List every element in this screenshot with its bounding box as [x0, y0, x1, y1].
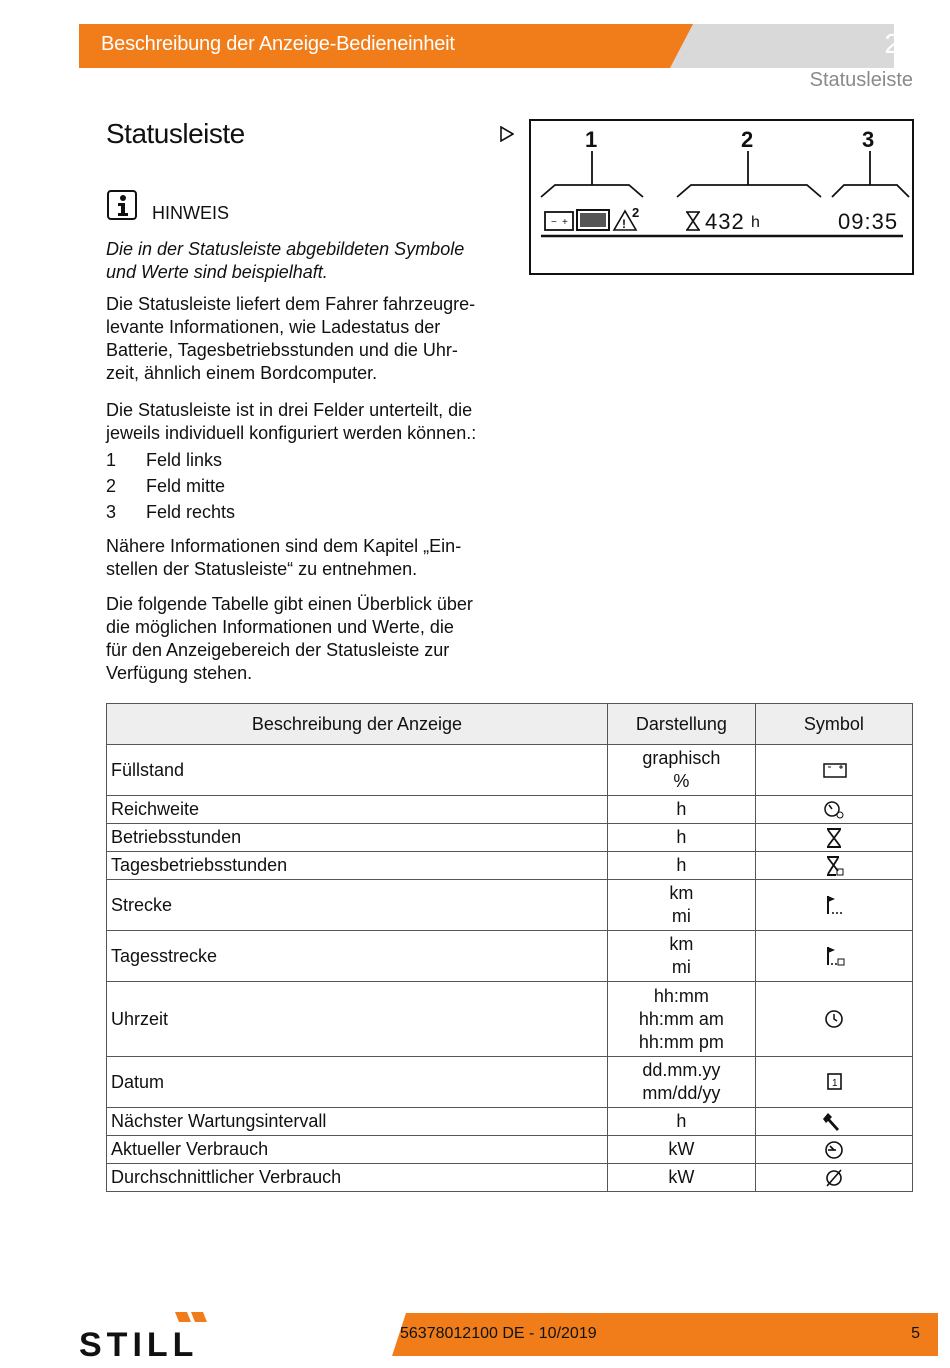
page-number: 5 — [911, 1325, 920, 1342]
row-symbol — [755, 1164, 912, 1192]
header-title: Beschreibung der Anzeige-Bedieneinheit — [101, 33, 455, 55]
note-text: Die in der Statusleiste abgebildeten Symbole und Werte sind beispielhaft. — [106, 239, 465, 282]
row-symbol — [755, 745, 912, 796]
representation-value: hh:mm — [653, 985, 709, 1006]
representation-value: dd.mm.yy — [642, 1060, 721, 1080]
table-row — [107, 1136, 913, 1164]
warning-index: 2 — [632, 205, 640, 220]
representation-value: hh:mm am — [638, 1008, 724, 1029]
table-row — [107, 982, 913, 1057]
paragraph-table-intro: Die folgende Tabelle gibt einen Überblick über die möglichen Informationen und Werte, die für den Anzeigebereich der Statusleiste zur Verfügung stehen. — [106, 594, 473, 683]
row-description: Durchschnittlicher Verbrauch — [107, 1164, 608, 1192]
table-row — [107, 796, 913, 824]
table-row — [107, 1164, 913, 1192]
table-row — [107, 1108, 913, 1136]
note-label: HINWEIS — [152, 203, 230, 223]
row-description: Datum — [107, 1057, 608, 1108]
daily-distance-flag-icon — [817, 943, 851, 969]
row-description: Nächster Wartungsintervall — [107, 1108, 608, 1136]
row-description: Aktueller Verbrauch — [107, 1136, 608, 1164]
calendar-icon — [817, 1069, 851, 1095]
table-row — [107, 1057, 913, 1108]
representation-value: h — [676, 1111, 687, 1131]
row-symbol — [755, 1057, 912, 1108]
hours-unit: h — [751, 214, 760, 231]
svg-text:!: ! — [622, 217, 626, 231]
representation-value: mi — [671, 906, 691, 926]
row-description: Uhrzeit — [107, 982, 608, 1057]
table-row — [107, 824, 913, 852]
representation-value: graphisch — [642, 748, 721, 768]
paragraph-fields: Die Statusleiste ist in drei Felder unterteilt, die jeweils individuell konfiguriert werden können.: — [106, 400, 477, 443]
field2-label: 2 — [741, 127, 754, 152]
representation-value: h — [676, 799, 687, 819]
daily-hourglass-icon — [817, 853, 851, 879]
row-description: Strecke — [107, 880, 608, 931]
representation-value: km — [669, 934, 694, 954]
column-header: Symbol — [755, 704, 912, 745]
row-symbol — [755, 1136, 912, 1164]
field1-bracket — [541, 185, 643, 197]
table-row — [107, 880, 913, 931]
row-representation — [607, 1164, 755, 1192]
svg-text:1: 1 — [831, 1078, 838, 1089]
row-description: Füllstand — [107, 745, 608, 796]
hourglass-display-icon — [686, 212, 700, 230]
table-header-row — [107, 704, 913, 745]
svg-text:+: + — [562, 217, 568, 228]
row-representation — [607, 852, 755, 880]
row-symbol — [755, 982, 912, 1057]
row-symbol — [755, 796, 912, 824]
representation-value: mm/dd/yy — [642, 1083, 721, 1103]
range-icon — [817, 797, 851, 823]
svg-text:−: − — [551, 217, 557, 228]
row-symbol — [755, 931, 912, 982]
row-symbol — [755, 824, 912, 852]
statusbar-illustration — [529, 119, 914, 275]
representation-value: % — [673, 771, 690, 791]
row-description: Tagesstrecke — [107, 931, 608, 982]
row-representation — [607, 982, 755, 1057]
row-representation — [607, 745, 755, 796]
still-logo — [79, 1310, 239, 1360]
paragraph-reference: Nähere Informationen sind dem Kapitel „Ein- stellen der Statusleiste“ zu entnehmen. — [106, 536, 462, 579]
representation-value: kW — [668, 1167, 695, 1187]
document-number: 56378012100 DE - 10/2019 — [400, 1325, 597, 1342]
average-icon — [817, 1165, 851, 1191]
row-representation — [607, 1136, 755, 1164]
page-header — [79, 24, 900, 68]
representation-value: kW — [668, 1139, 695, 1159]
hours-value: 432 — [705, 209, 745, 234]
row-representation — [607, 796, 755, 824]
column-header: Darstellung — [607, 704, 755, 745]
row-description: Reichweite — [107, 796, 608, 824]
field2-bracket — [677, 185, 821, 197]
page-footer — [392, 1313, 938, 1356]
symbol-table — [106, 703, 913, 1192]
svg-text:STILL: STILL — [79, 1326, 199, 1360]
row-representation — [607, 931, 755, 982]
battery-symbol-icon — [545, 212, 573, 230]
distance-flag-icon — [817, 892, 851, 918]
field3-bracket — [832, 185, 909, 197]
table-row — [107, 931, 913, 982]
field3-label: 3 — [862, 127, 875, 152]
row-representation — [607, 1108, 755, 1136]
row-description: Tagesbetriebsstunden — [107, 852, 608, 880]
section-label: Statusleiste — [809, 69, 913, 91]
list-item: 3 Feld rechts — [106, 502, 236, 522]
list-item: 1 Feld links — [106, 450, 223, 470]
representation-value: km — [669, 883, 694, 903]
representation-value: mi — [671, 957, 691, 977]
info-icon — [107, 190, 137, 220]
row-representation — [607, 824, 755, 852]
clock-icon — [817, 1006, 851, 1032]
hourglass-icon — [817, 825, 851, 851]
representation-value: h — [676, 855, 687, 875]
row-symbol — [755, 1108, 912, 1136]
wrench-icon — [817, 1109, 851, 1135]
row-representation — [607, 880, 755, 931]
chapter-number: 2 — [884, 28, 900, 59]
gauge-icon — [817, 1137, 851, 1163]
page-title: Statusleiste — [106, 118, 245, 149]
list-item: 2 Feld mitte — [106, 476, 226, 496]
row-description: Betriebsstunden — [107, 824, 608, 852]
paragraph-intro: Die Statusleiste liefert dem Fahrer fahrzeugre- levante Informationen, wie Ladestatus der Batterie, Tagesbetriebsstunden und die Uhr- zeit, ähnlich einem Bordcomputer. — [106, 294, 476, 383]
row-representation — [607, 1057, 755, 1108]
field1-label: 1 — [585, 127, 598, 152]
battery-icon — [817, 757, 851, 783]
row-symbol — [755, 880, 912, 931]
time-value: 09:35 — [838, 209, 899, 234]
table-row — [107, 745, 913, 796]
column-header: Beschreibung der Anzeige — [107, 704, 608, 745]
representation-value: hh:mm pm — [638, 1031, 724, 1052]
table-row — [107, 852, 913, 880]
row-symbol — [755, 852, 912, 880]
reference-arrow-icon — [500, 126, 514, 142]
representation-value: h — [676, 827, 687, 847]
